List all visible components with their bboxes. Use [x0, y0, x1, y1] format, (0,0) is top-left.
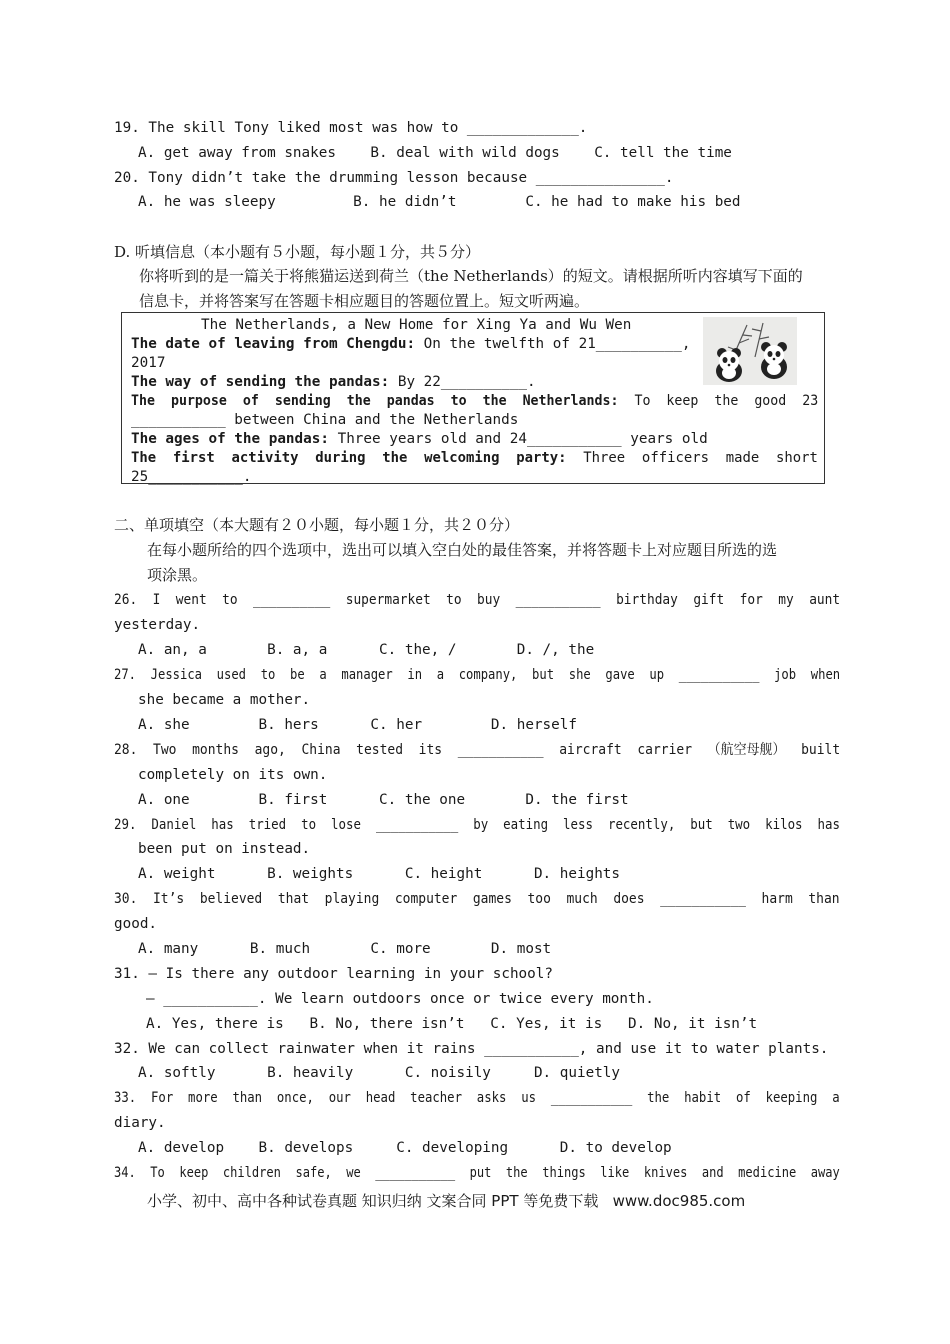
card-row-date-text: On the twelfth of 21__________,	[415, 336, 691, 352]
card-row-activity-cont: 25___________.	[131, 469, 252, 485]
section-2-heading: 二、单项填空（本大题有２０小题，每小题１分，共２０分）	[114, 516, 520, 534]
question-32-options: A. softly B. heavily C. noisily D. quietly	[138, 1065, 621, 1081]
question-29-line2: been put on instead.	[138, 841, 311, 857]
question-30-line2: good.	[114, 916, 158, 932]
question-27-line1: 27. Jessica used to be a manager in a company, but she gave up ___________ job when	[114, 667, 841, 683]
question-34-line1: 34. To keep children safe, we ___________ put the things like knives and medicine away	[114, 1165, 840, 1181]
section-d-intro-line1: 你将听到的是一篇关于将熊猫运送到荷兰（the Netherlands）的短文。请根据所听内容填写下面的	[139, 267, 803, 285]
section-d-heading: D. 听填信息（本小题有５小题，每小题１分，共５分）	[114, 243, 481, 261]
card-row-purpose-text: To keep the good 23	[618, 393, 819, 409]
question-20-stem: 20. Tony didn’t take the drumming lesson because _______________.	[114, 170, 674, 186]
card-row-ages	[131, 430, 708, 449]
question-26-line2: yesterday.	[114, 617, 201, 633]
card-row-way-label: The way of sending the pandas:	[131, 374, 390, 390]
card-row-purpose-label: The purpose of sending the pandas to the Netherlands:	[131, 393, 619, 409]
footer-banner: 小学、初中、高中各种试卷真题 知识归纳 文案合同 PPT 等免费下载 www.doc985.com	[147, 1192, 746, 1210]
question-33-options: A. develop B. develops C. developing D. to develop	[138, 1140, 672, 1156]
section-d-intro-line2: 信息卡，并将答案写在答题卡相应题目的答题位置上。短文听两遍。	[139, 292, 590, 310]
question-31-options: A. Yes, there is B. No, there isn’t C. Yes, it is D. No, it isn’t	[146, 1016, 758, 1032]
question-30-options: A. many B. much C. more D. most	[138, 941, 552, 957]
card-row-purpose-cont: ___________ between China and the Netherlands	[131, 412, 519, 428]
question-31-line2: — ___________. We learn outdoors once or twice every month.	[146, 991, 654, 1007]
section-2-intro-line2: 项涂黑。	[147, 566, 208, 584]
question-31-line1: 31. — Is there any outdoor learning in your school?	[114, 966, 553, 982]
card-row-way	[131, 373, 536, 392]
question-33-line1: 33. For more than once, our head teacher asks us ___________ the habit of keeping a	[114, 1090, 840, 1106]
question-29-options: A. weight B. weights C. height D. heights	[138, 866, 621, 882]
card-row-date-cont: 2017	[131, 355, 166, 371]
question-26-options: A. an, a B. a, a C. the, / D. /, the	[138, 642, 595, 658]
question-28-options: A. one B. first C. the one D. the first	[138, 792, 629, 808]
info-card	[121, 312, 825, 484]
question-20-options: A. he was sleepy B. he didn’t C. he had to make his bed	[138, 194, 741, 210]
card-row-activity-text: Three officers made short	[566, 450, 818, 466]
section-2-intro-line1: 在每小题所给的四个选项中，选出可以填入空白处的最佳答案，并将答题卡上对应题目所选的选	[147, 541, 778, 559]
card-row-activity-label: The first activity during the welcoming party:	[131, 450, 567, 466]
question-27-line2: she became a mother.	[138, 692, 311, 708]
question-28-line1: 28. Two months ago, China tested its ___________ aircraft carrier （航空母舰） built	[114, 742, 841, 758]
card-row-ages-text: Three years old and 24___________ years old	[328, 431, 708, 447]
question-28-line2: completely on its own.	[138, 767, 328, 783]
card-row-date-label: The date of leaving from Chengdu:	[131, 336, 416, 352]
question-29-line1: 29. Daniel has tried to lose ___________ by eating less recently, but two kilos has	[114, 817, 840, 833]
card-row-way-text: By 22__________.	[389, 374, 536, 390]
question-19-options: A. get away from snakes B. deal with wild dogs C. tell the time	[138, 145, 732, 161]
question-33-line2: diary.	[114, 1115, 166, 1131]
panda-illustration	[703, 317, 797, 385]
question-30-line1: 30. It’s believed that playing computer games too much does ___________ harm than	[114, 891, 840, 907]
question-19-stem: 19. The skill Tony liked most was how to _____________.	[114, 120, 588, 136]
question-27-options: A. she B. hers C. her D. herself	[138, 717, 577, 733]
question-32-line1: 32. We can collect rainwater when it rains ___________, and use it to water plants.	[114, 1041, 829, 1057]
card-row-activity	[131, 449, 818, 468]
card-row-ages-label: The ages of the pandas:	[131, 431, 329, 447]
card-title: The Netherlands, a New Home for Xing Ya and Wu Wen	[201, 317, 632, 333]
card-row-purpose	[131, 392, 818, 411]
question-26-line1: 26. I went to __________ supermarket to buy ___________ birthday gift for my aunt	[114, 592, 841, 608]
card-row-date	[131, 335, 691, 354]
